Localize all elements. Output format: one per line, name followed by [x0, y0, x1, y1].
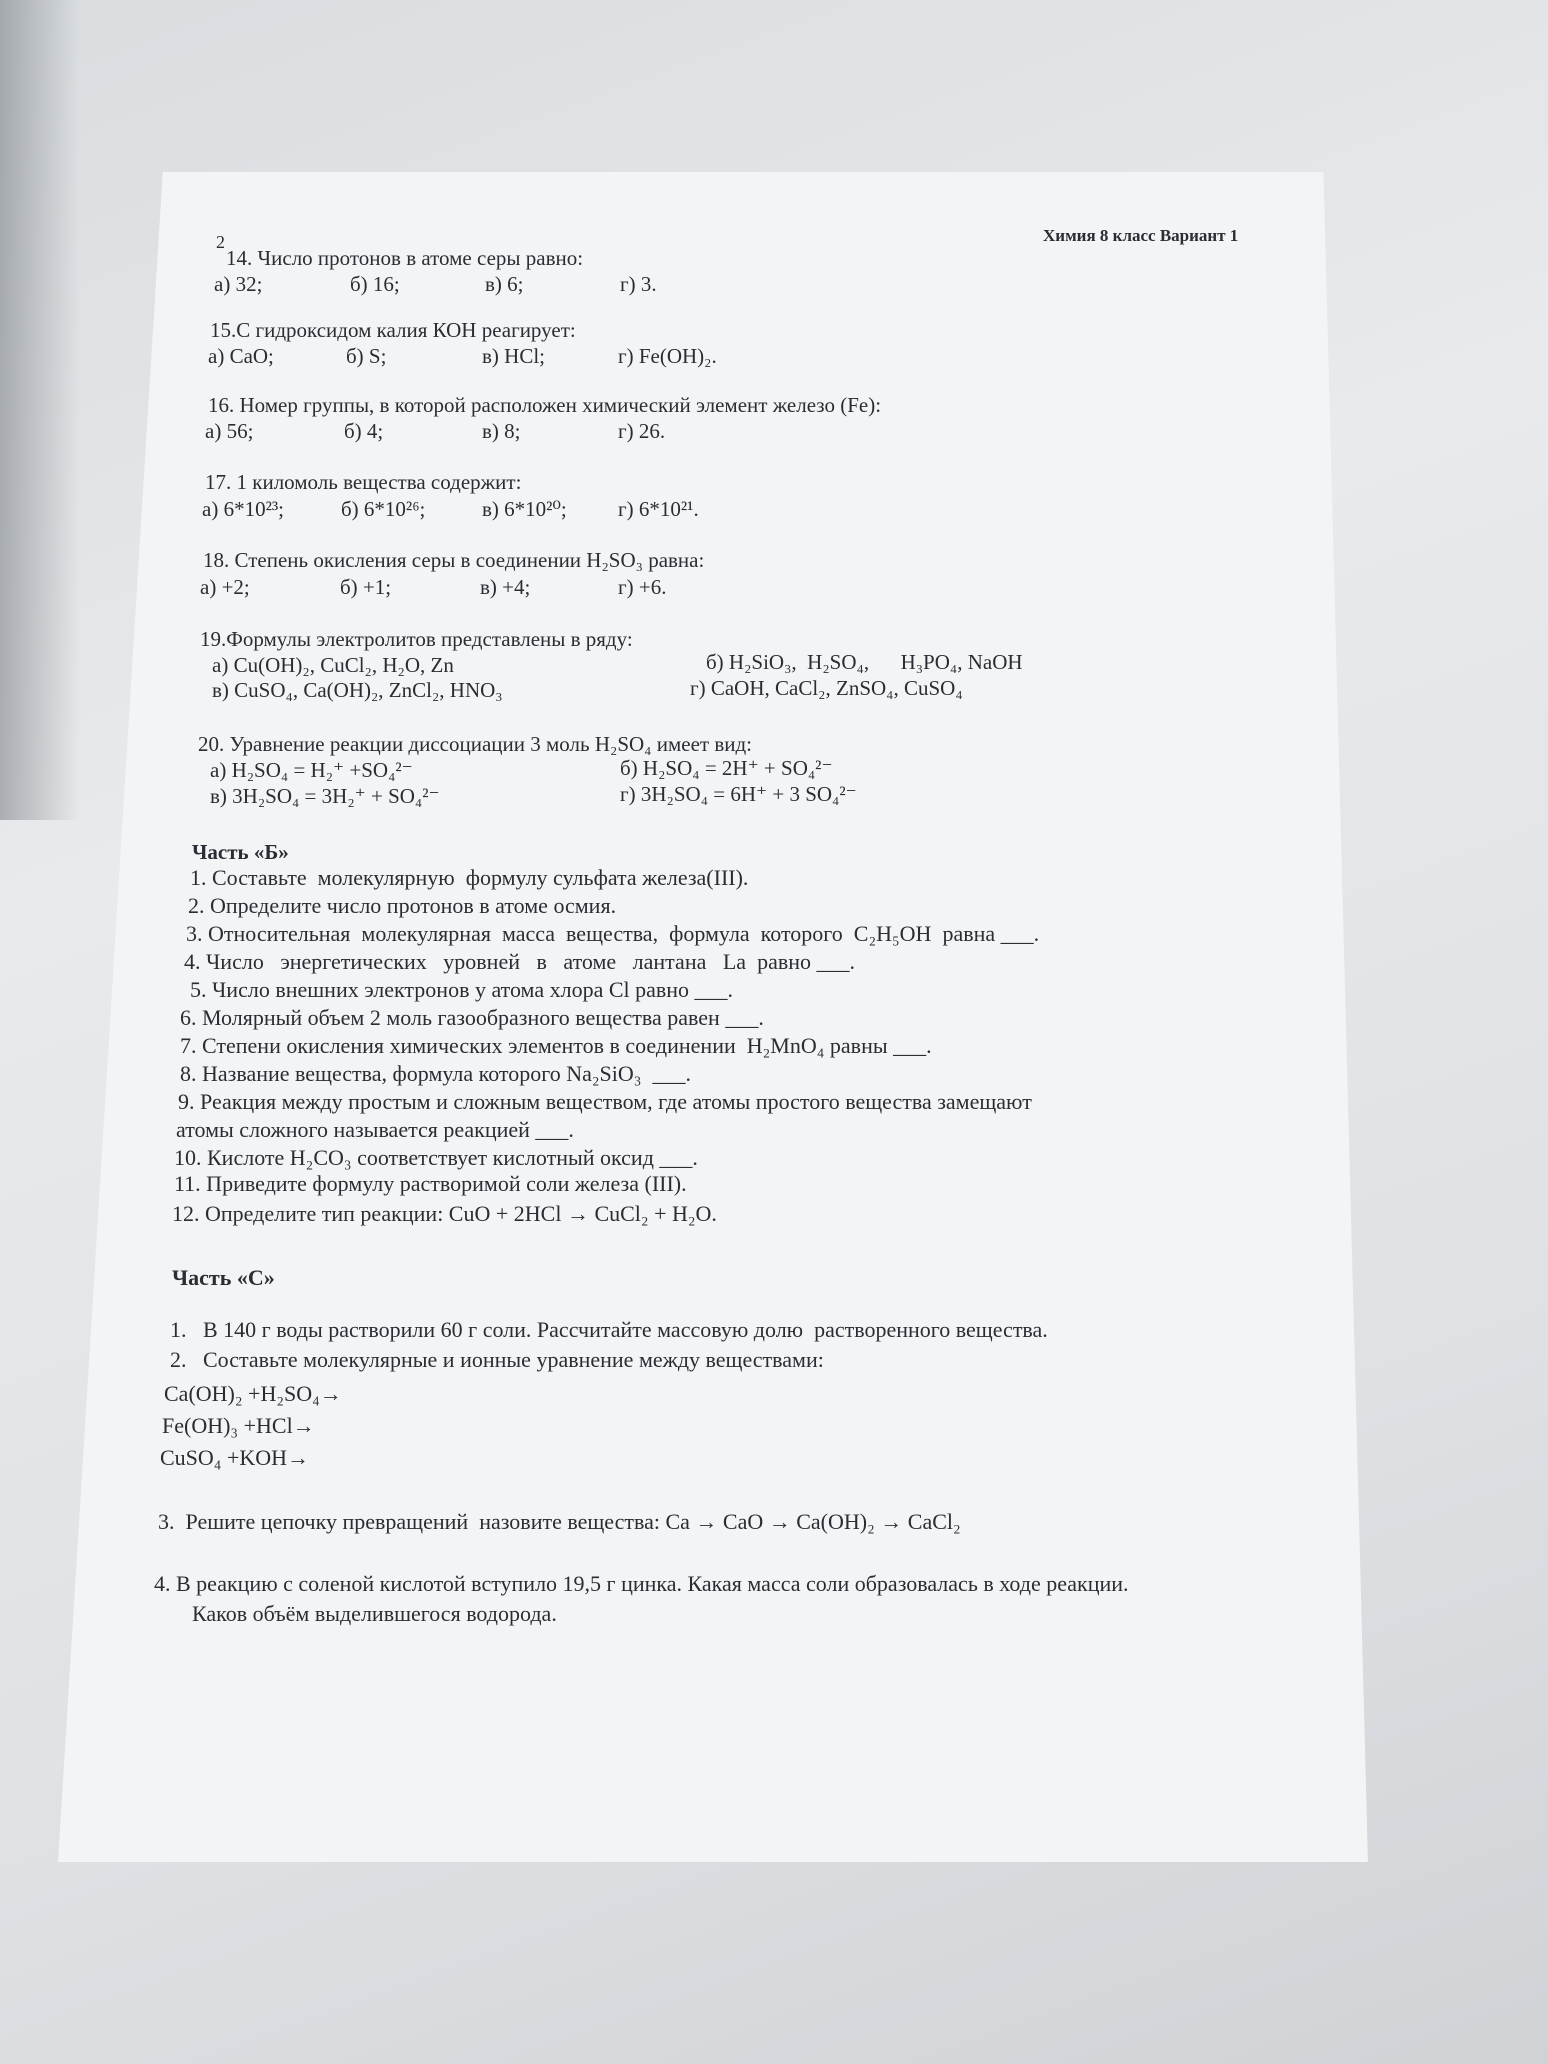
- option: г) 3H₂SO₄ = 6H⁺ + 3 SO₄²⁻: [620, 782, 857, 806]
- option: а) 6*10²³;: [202, 497, 284, 521]
- question-17: 17. 1 киломоль вещества содержит:: [205, 470, 522, 494]
- question-15: 15.С гидроксидом калия КОН реагирует:: [210, 318, 576, 342]
- section-title-part-c: Часть «С»: [172, 1265, 275, 1290]
- section-title-part-b: Часть «Б»: [192, 840, 289, 864]
- option: б) 16;: [350, 272, 400, 296]
- option: б) 6*10²⁶;: [341, 497, 426, 521]
- option: а) +2;: [200, 575, 250, 599]
- part-c-item: Каков объём выделившегося водорода.: [192, 1601, 557, 1626]
- question-16: 16. Номер группы, в которой расположен химический элемент железо (Fe):: [208, 393, 882, 417]
- part-b-item: 10. Кислоте H₂CO₃ соответствует кислотный оксид ___.: [174, 1145, 698, 1170]
- option: а) H₂SO₄ = H₂⁺ +SO₄²⁻: [210, 758, 413, 782]
- option: в) +4;: [480, 575, 531, 599]
- part-b-item: 2. Определите число протонов в атоме осмия.: [188, 893, 617, 918]
- part-b-item: 12. Определите тип реакции: CuO + 2HCl → CuCl₂ + H₂O.: [172, 1201, 717, 1226]
- option: б) H₂SO₄ = 2H⁺ + SO₄²⁻: [620, 756, 833, 780]
- part-b-item: 7. Степени окисления химических элементов в соединении H₂MnO₄ равны ___.: [180, 1033, 932, 1058]
- part-c-formula: CuSO₄ +KOH→: [160, 1445, 310, 1470]
- option: б) S;: [346, 344, 387, 368]
- question-18: 18. Степень окисления серы в соединении H₂SO₃ равна:: [203, 548, 705, 572]
- option: б) +1;: [340, 575, 392, 599]
- option: в) 3H₂SO₄ = 3H₂⁺ + SO₄²⁻: [210, 784, 440, 808]
- part-c-formula: Fe(OH)₃ +HCl→: [162, 1413, 315, 1438]
- part-b-item: 1. Составьте молекулярную формулу сульфата железа(III).: [190, 865, 749, 890]
- part-b-item: 3. Относительная молекулярная масса вещества, формула которого C₂H₅OH равна ___.: [186, 921, 1040, 946]
- option: г) 3.: [620, 272, 657, 296]
- option: а) 56;: [205, 419, 254, 443]
- option: в) 6;: [485, 272, 524, 296]
- option: б) H₂SiO₃, H₂SO₄, H₃PO₄, NaOH: [706, 650, 1023, 674]
- question-20: 20. Уравнение реакции диссоциации 3 моль H₂SO₄ имеет вид:: [198, 732, 752, 756]
- part-b-item: 8. Название вещества, формула которого Na₂SiO₃ ___.: [180, 1061, 691, 1086]
- part-b-item: 11. Приведите формулу растворимой соли железа (III).: [174, 1171, 687, 1196]
- part-c-item: 2. Составьте молекулярные и ионные уравнение между веществами:: [170, 1347, 824, 1372]
- option: в) CuSO₄, Ca(OH)₂, ZnCl₂, HNO₃: [212, 678, 503, 702]
- option: в) 8;: [482, 419, 521, 443]
- option: б) 4;: [344, 419, 384, 443]
- table-shadow: [0, 0, 80, 820]
- part-b-item: 4. Число энергетических уровней в атоме лантана La равно ___.: [184, 949, 855, 974]
- option: в) HCl;: [482, 344, 545, 368]
- option: а) CaO;: [208, 344, 274, 368]
- part-b-item: 5. Число внешних электронов у атома хлора Cl равно ___.: [190, 977, 734, 1002]
- part-b-item: 6. Молярный объем 2 моль газообразного вещества равен ___.: [180, 1005, 764, 1030]
- page-header-title: Химия 8 класс Вариант 1: [1043, 226, 1239, 245]
- option: г) Fe(OH)₂.: [618, 344, 717, 368]
- page-number: 2: [216, 232, 225, 252]
- option: а) 32;: [214, 272, 263, 296]
- part-c-formula: Ca(OH)₂ +H₂SO₄→: [164, 1381, 342, 1406]
- question-14: 14. Число протонов в атоме серы равно:: [226, 246, 584, 270]
- part-c-item: 4. В реакцию с соленой кислотой вступило 19,5 г цинка. Какая масса соли образовалась в ходе реакции.: [154, 1571, 1129, 1596]
- part-b-item: атомы сложного называется реакцией ___.: [176, 1117, 574, 1142]
- option: г) +6.: [618, 575, 667, 599]
- option: а) Cu(OH)₂, CuCl₂, H₂O, Zn: [212, 653, 454, 677]
- question-19: 19.Формулы электролитов представлены в ряду:: [200, 627, 633, 651]
- part-c-item: 1. В 140 г воды растворили 60 г соли. Рассчитайте массовую долю растворенного вещества.: [170, 1317, 1048, 1342]
- option: в) 6*10²⁰;: [482, 497, 567, 521]
- option: г) 6*10²¹.: [618, 497, 699, 521]
- part-b-item: 9. Реакция между простым и сложным веществом, где атомы простого вещества замещают: [178, 1089, 1032, 1114]
- option: г) 26.: [618, 419, 666, 443]
- option: г) CaOH, CaCl₂, ZnSO₄, CuSO₄: [690, 676, 963, 700]
- part-c-item: 3. Решите цепочку превращений назовите вещества: Ca → CaO → Ca(OH)₂ → CaCl₂: [158, 1509, 961, 1534]
